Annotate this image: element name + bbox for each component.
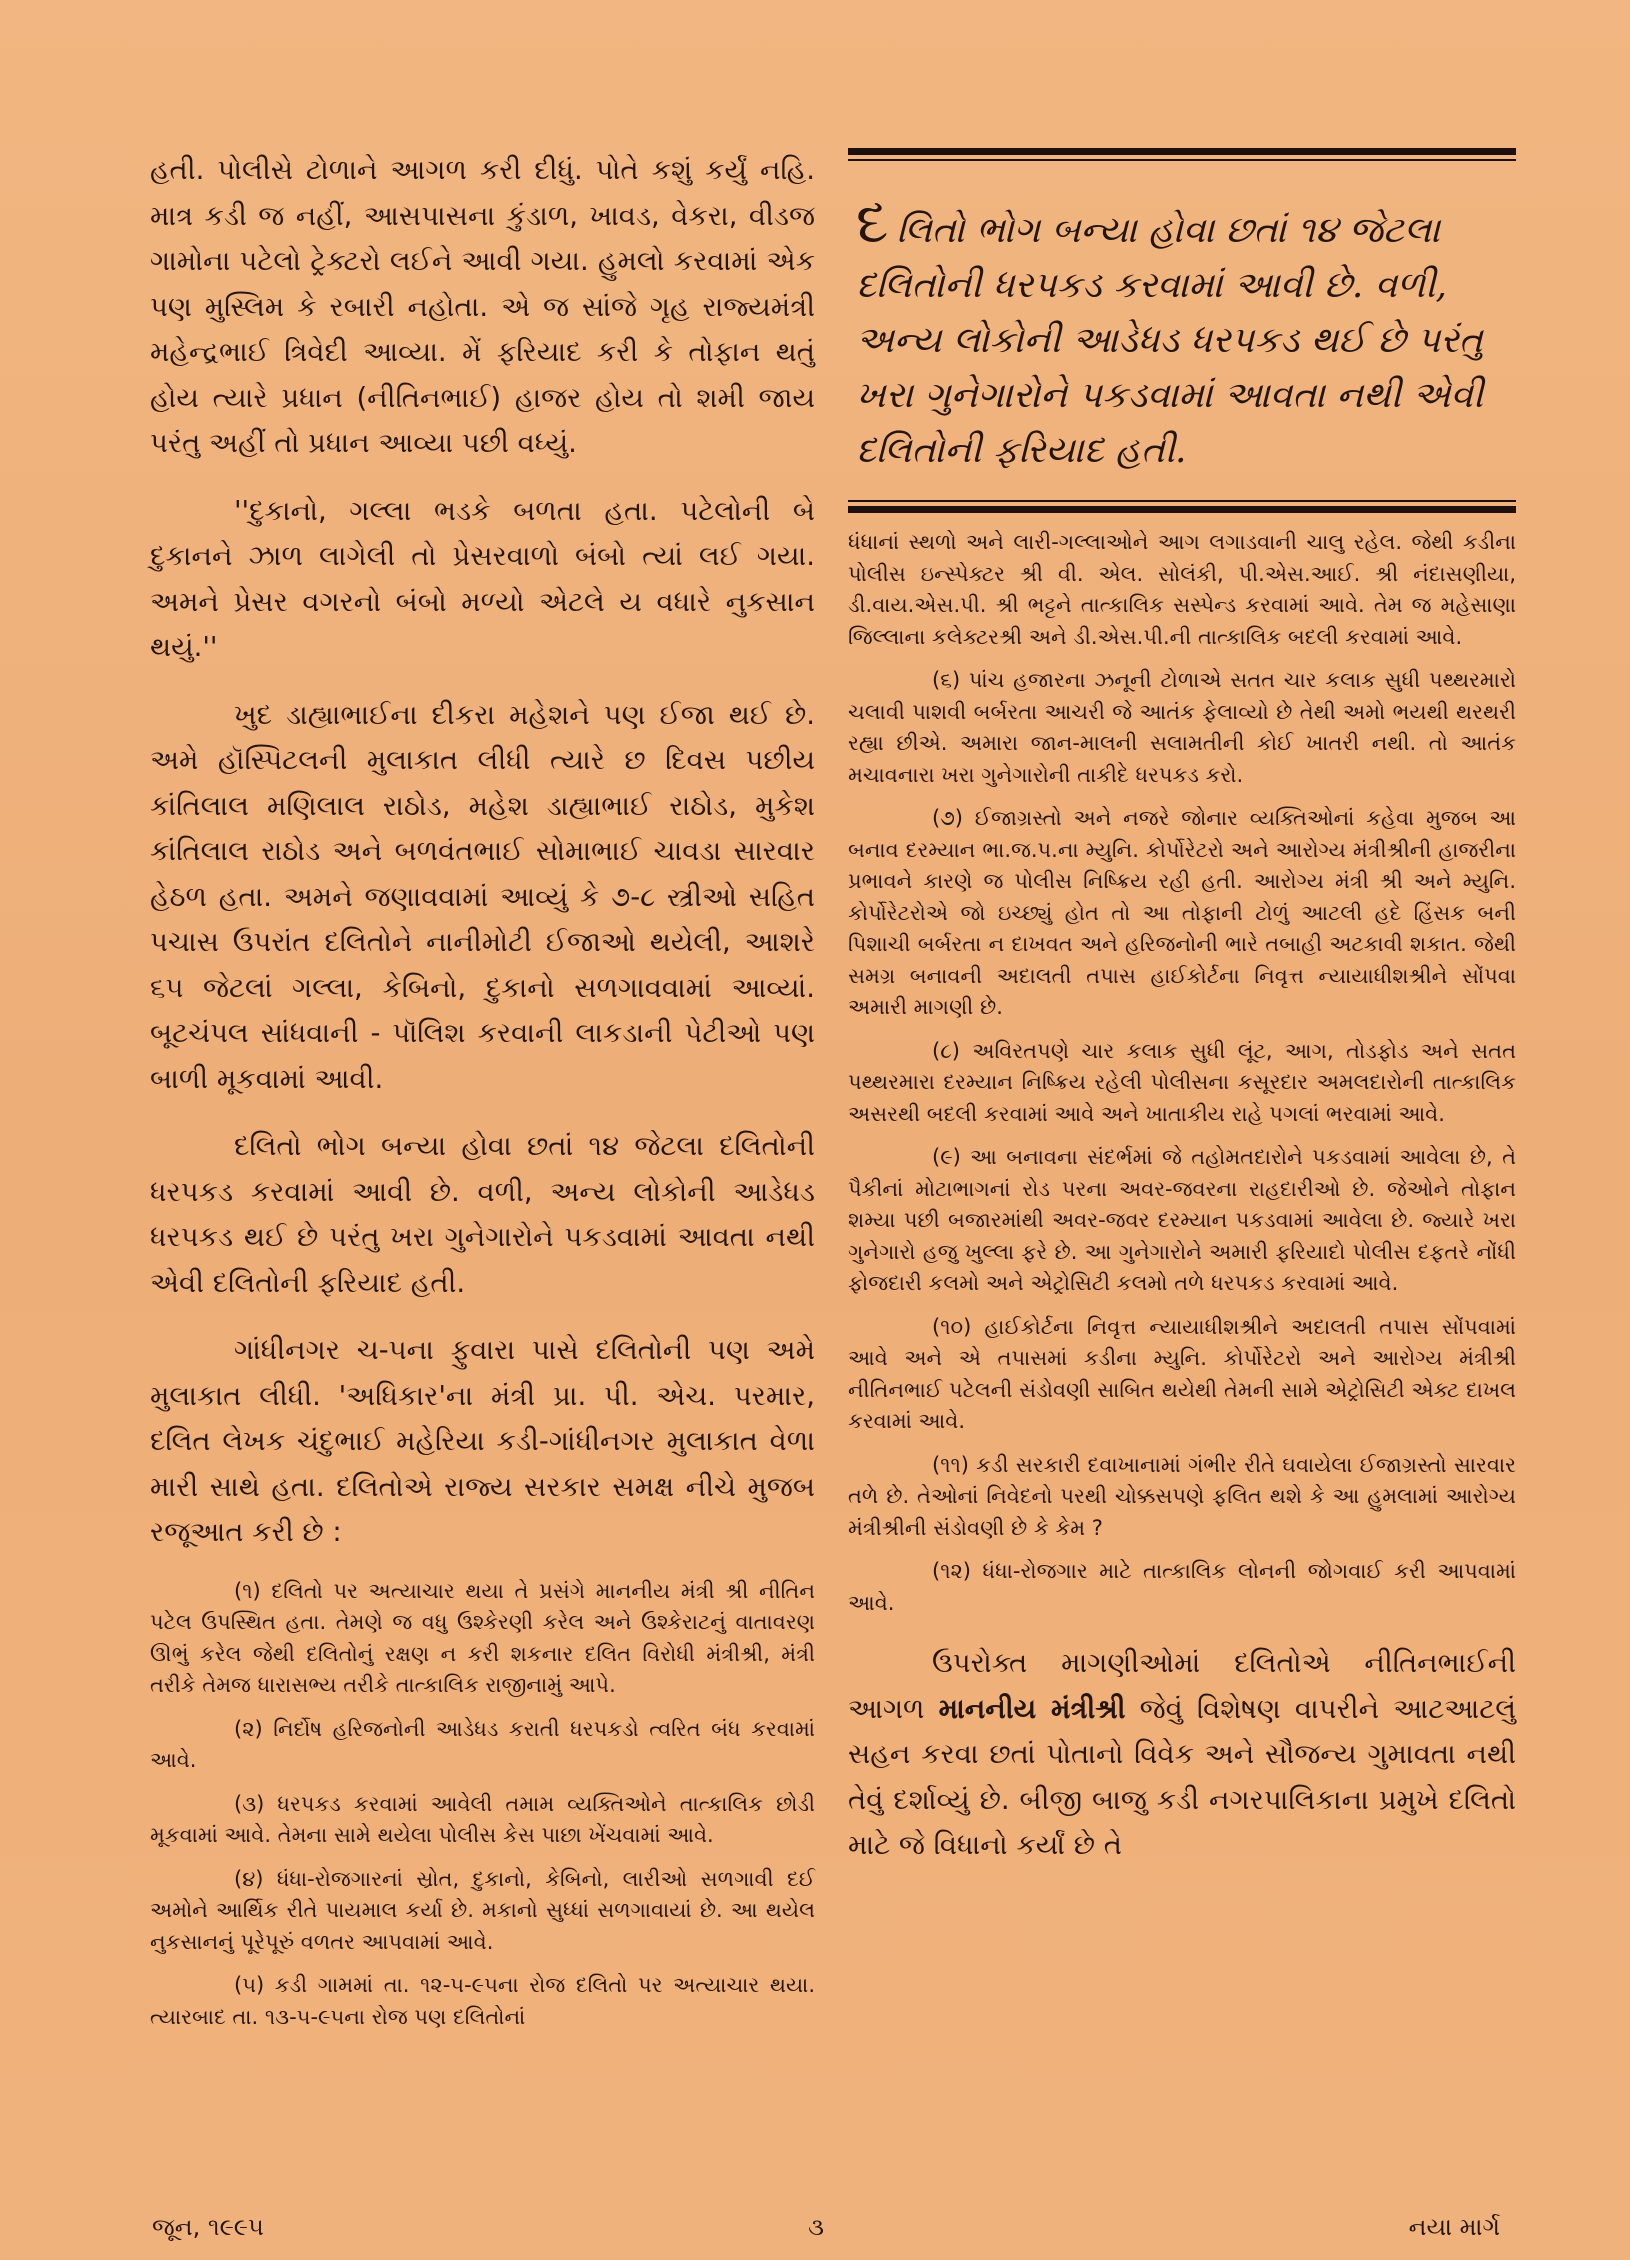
demand-item: (૩) ધરપકડ કરવામાં આવેલી તમામ વ્યક્તિઓને તાત્કાલિક છોડી મૂકવામાં આવે. તેમના સામે થયેલા પોલીસ કેસ પાછા ખેંચવામાં આવે.: [150, 1791, 815, 1847]
demand-item: (૧૦) હાઈકોર્ટના નિવૃત્ત ન્યાયાધીશશ્રીને અદાલતી તપાસ સોંપવામાં આવે અને એ તપાસમાં કડીના મ્યુનિ. કોર્પોરેટરો અને આરોગ્ય મંત્રીશ્રી નીતિનભાઈ પટેલની સંડોવણી સાબિત થયેથી તેમની સામે એટ્રોસિટી એક્ટ દાખલ કરવામાં આવે.: [848, 1314, 1516, 1433]
pull-quote: [848, 188, 1516, 478]
closing-text-b: જેવું વિશેષણ વાપરીને આટઆટલું સહન કરવા છતાં પોતાનો વિવેક અને સૌજન્ય ગુમાવતા નથી તેવું દર્શાવ્યું છે. બીજી બાજુ કડી નગરપાલિકાના પ્રમુખે દલિતો માટે જે વિધાનો કર્યાં છે તે: [848, 1692, 1516, 1861]
footer-page-number: ૩: [808, 2213, 824, 2241]
right-column: [848, 148, 1516, 1869]
demands-list: [150, 1576, 815, 2034]
demand-item: (૧૨) ધંધા-રોજગાર માટે તાત્કાલિક લોનની જોગવાઈ કરી આપવામાં આવે.: [848, 1559, 1516, 1615]
demand-item: (૧૧) કડી સરકારી દવાખાનામાં ગંભીર રીતે ઘવાયેલા ઈજાગ્રસ્તો સારવાર તળે છે. તેઓનાં નિવેદનો પરથી ચોક્કસપણે ફલિત થશે કે આ હુમલામાં આરોગ્ય મંત્રીશ્રીની સંડોવણી છે કે કેમ ?: [848, 1452, 1516, 1540]
paragraph: ગાંધીનગર ચ-૫ના ફુવારા પાસે દલિતોની પણ અમે મુલાકાત લીધી. 'અધિકાર'ના મંત્રી પ્રા. પી. એચ. પરમાર, દલિત લેખક ચંદુભાઈ મહેરિયા કડી-ગાંધીનગર મુલાકાત વેળા મારી સાથે હતા. દલિતોએ રાજ્ય સરકાર સમક્ષ નીચે મુજબ રજૂઆત કરી છે :: [150, 1334, 815, 1548]
demand-item: (૫) કડી ગામમાં તા. ૧૨-૫-૯૫ના રોજ દલિતો પર અત્યાચાર થયા. ત્યારબાદ તા. ૧૩-૫-૯૫ના રોજ પણ દલિતોનાં: [150, 1973, 815, 2029]
pull-quote-bottom-rule: [848, 500, 1516, 513]
paragraph: દલિતો ભોગ બન્યા હોવા છતાં ૧૪ જેટલા દલિતોની ધરપકડ કરવામાં આવી છે. વળી, અન્ય લોકોની આડેધડ ધરપકડ થઈ છે પરંતુ ખરા ગુનેગારોને પકડવામાં આવતા નથી એવી દલિતોની ફરિયાદ હતી.: [150, 1130, 815, 1299]
pull-quote-dropcap: દ: [856, 188, 889, 256]
demand-item: (૨) નિર્દોષ હરિજનોની આડેધડ કરાતી ધરપકડો ત્વરિત બંધ કરવામાં આવે.: [150, 1716, 815, 1772]
left-column: [150, 148, 815, 2033]
closing-paragraph: [848, 1641, 1516, 1869]
right-demands: [848, 527, 1516, 1619]
demand-item: (૯) આ બનાવના સંદર્ભમાં જે તહોમતદારોને પકડવામાં આવેલા છે, તે પૈકીનાં મોટાભાગનાં રોડ પરના અવર-જવરના રાહદારીઓ છે. જેઓને તોફાન શમ્યા પછી બજારમાંથી અવર-જવર દરમ્યાન પકડવામાં આવેલા છે. જ્યારે ખરા ગુનેગારો હજુ ખુલ્લા ફરે છે. આ ગુનેગારોને અમારી ફરિયાદો પોલીસ દફતરે નોંધી ફોજદારી કલમો અને એટ્રોસિટી કલમો તળે ધરપકડ કરવામાં આવે.: [848, 1145, 1516, 1295]
pull-quote-text: લિતો ભોગ બન્યા હોવા છતાં ૧૪ જેટલા દલિતોની ધરપકડ કરવામાં આવી છે. વળી, અન્ય લોકોની આડેધડ ધરપકડ થઈ છે પરંતુ ખરા ગુનેગારોને પકડવામાં આવતા નથી એવી દલિતોની ફરિયાદ હતી.: [856, 210, 1484, 471]
demand-item: (૮) અવિરતપણે ચાર કલાક સુધી લૂંટ, આગ, તોડફોડ અને સતત પથ્થરમારા દરમ્યાન નિષ્ક્રિય રહેલી પોલીસના કસૂરદાર અમલદારોની તાત્કાલિક અસરથી બદલી કરવામાં આવે અને ખાતાકીય રાહે પગલાં ભરવામાં આવે.: [848, 1038, 1516, 1126]
paragraph: ખુદ ડાહ્યાભાઈના દીકરા મહેશને પણ ઈજા થઈ છે. અમે હૉસ્પિટલની મુલાકાત લીધી ત્યારે છ દિવસ પછીય કાંતિલાલ મણિલાલ રાઠોડ, મહેશ ડાહ્યાભાઈ રાઠોડ, મુકેશ કાંતિલાલ રાઠોડ અને બળવંતભાઈ સોમાભાઈ ચાવડા સારવાર હેઠળ હતા. અમને જણાવવામાં આવ્યું કે ૭-૮ સ્ત્રીઓ સહિત પચાસ ઉપરાંત દલિતોને નાનીમોટી ઈજાઓ થયેલી, આશરે ૬૫ જેટલાં ગલ્લા, કેબિનો, દુકાનો સળગાવવામાં આવ્યાં. બૂટચંપલ સાંધવાની - પૉલિશ કરવાની લાકડાની પેટીઓ પણ બાળી મૂકવામાં આવી.: [150, 698, 815, 1095]
paragraph: ધંધાનાં સ્થળો અને લારી-ગલ્લાઓને આગ લગાડવાની ચાલુ રહેલ. જેથી કડીના પોલીસ ઇન્સ્પેક્ટર શ્રી વી. એલ. સોલંકી, પી.એસ.આઈ. શ્રી નંદાસણીયા, ડી.વાય.એસ.પી. શ્રી ભટ્ટને તાત્કાલિક સસ્પેન્ડ કરવામાં આવે. તેમ જ મહેસાણા જિલ્લાના કલેક્ટરશ્રી અને ડી.એસ.પી.ની તાત્કાલિક બદલી કરવામાં આવે.: [848, 530, 1516, 649]
paragraph: હતી. પોલીસે ટોળાને આગળ કરી દીધું. પોતે કશું કર્યું નહિ. માત્ર કડી જ નહીં, આસપાસના કુંડાળ, ખાવડ, વેકરા, વીડજ ગામોના પટેલો ટ્રેક્ટરો લઈને આવી ગયા. હુમલો કરવામાં એક પણ મુસ્લિમ કે રબારી નહોતા. એ જ સાંજે ગૃહ રાજ્યમંત્રી મહેન્દ્રભાઈ ત્રિવેદી આવ્યા. મેં ફરિયાદ કરી કે તોફાન થતું હોય ત્યારે પ્રધાન (નીતિનભાઈ) હાજર હોય તો શમી જાય પરંતુ અહીં તો પ્રધાન આવ્યા પછી વધ્યું.: [150, 154, 815, 459]
closing-text-a: ઉપરોક્ત માગણીઓમાં દલિતોએ નીતિનભાઈની આગળ: [848, 1647, 1516, 1725]
quote-paragraph: ''દુકાનો, ગલ્લા ભડકે બળતા હતા. પટેલોની બે દુકાનને ઝાળ લાગેલી તો પ્રેસરવાળો બંબો ત્યાં લઈ ગયા. અમને પ્રેસર વગરનો બંબો મળ્યો એટલે ય વધારે નુકસાન થયું.'': [150, 494, 815, 663]
demand-item: (૧) દલિતો પર અત્યાચાર થયા તે પ્રસંગે માનનીય મંત્રી શ્રી નીતિન પટેલ ઉપસ્થિત હતા. તેમણે જ વધુ ઉશ્કેરણી કરેલ અને ઉશ્કેરાટનું વાતાવરણ ઊભું કરેલ જેથી દલિતોનું રક્ષણ ન કરી શકનાર દલિત વિરોધી મંત્રીશ્રી, મંત્રી તરીકે તેમજ ધારાસભ્ય તરીકે તાત્કાલિક રાજીનામું આપે.: [150, 1578, 815, 1697]
demand-item: (૬) પાંચ હજારના ઝનૂની ટોળાએ સતત ચાર કલાક સુધી પથ્થરમારો ચલાવી પાશવી બર્બરતા આચરી જે આતંક ફેલાવ્યો છે તેથી અમો ભયથી થરથરી રહ્યા છીએ. અમારા જાન-માલની સલામતીની કોઈ ખાતરી નથી. તો આતંક મચાવનારા ખરા ગુનેગારોની તાકીદે ધરપકડ કરો.: [848, 668, 1516, 787]
demand-item: (૪) ધંધા-રોજગારનાં સ્રોત, દુકાનો, કેબિનો, લારીઓ સળગાવી દઈ અમોને આર્થિક રીતે પાયમાલ કર્યા છે. મકાનો સુધ્ધાં સળગાવાયાં છે. આ થયેલ નુકસાનનું પૂરેપૂરું વળતર આપવામાં આવે.: [150, 1866, 815, 1954]
closing-bold-phrase: માનનીય મંત્રીશ્રી: [938, 1692, 1126, 1725]
demand-item: (૭) ઈજાગ્રસ્તો અને નજરે જોનાર વ્યક્તિઓનાં કહેવા મુજબ આ બનાવ દરમ્યાન ભા.જ.પ.ના મ્યુનિ. કોર્પોરેટરો અને આરોગ્ય મંત્રીશ્રીની હાજરીના પ્રભાવને કારણે જ પોલીસ નિષ્ક્રિય રહી હતી. આરોગ્ય મંત્રી શ્રી અને મ્યુનિ. કોર્પોરેટરોએ જો ઇચ્છ્યું હોત તો આ તોફાની ટોળું આટલી હદે હિંસક બની પિશાચી બર્બરતા ન દાખવત અને હરિજનોની ભારે તબાહી અટકાવી શકાત. જેથી સમગ્ર બનાવની અદાલતી તપાસ હાઈકોર્ટના નિવૃત્ત ન્યાયાધીશશ્રીને સોંપવા અમારી માગણી છે.: [848, 806, 1516, 1019]
footer-publication: નયા માર્ગ: [1408, 2213, 1500, 2241]
footer-date: જૂન, ૧૯૯૫: [152, 2213, 264, 2241]
pull-quote-top-rule: [848, 148, 1516, 161]
